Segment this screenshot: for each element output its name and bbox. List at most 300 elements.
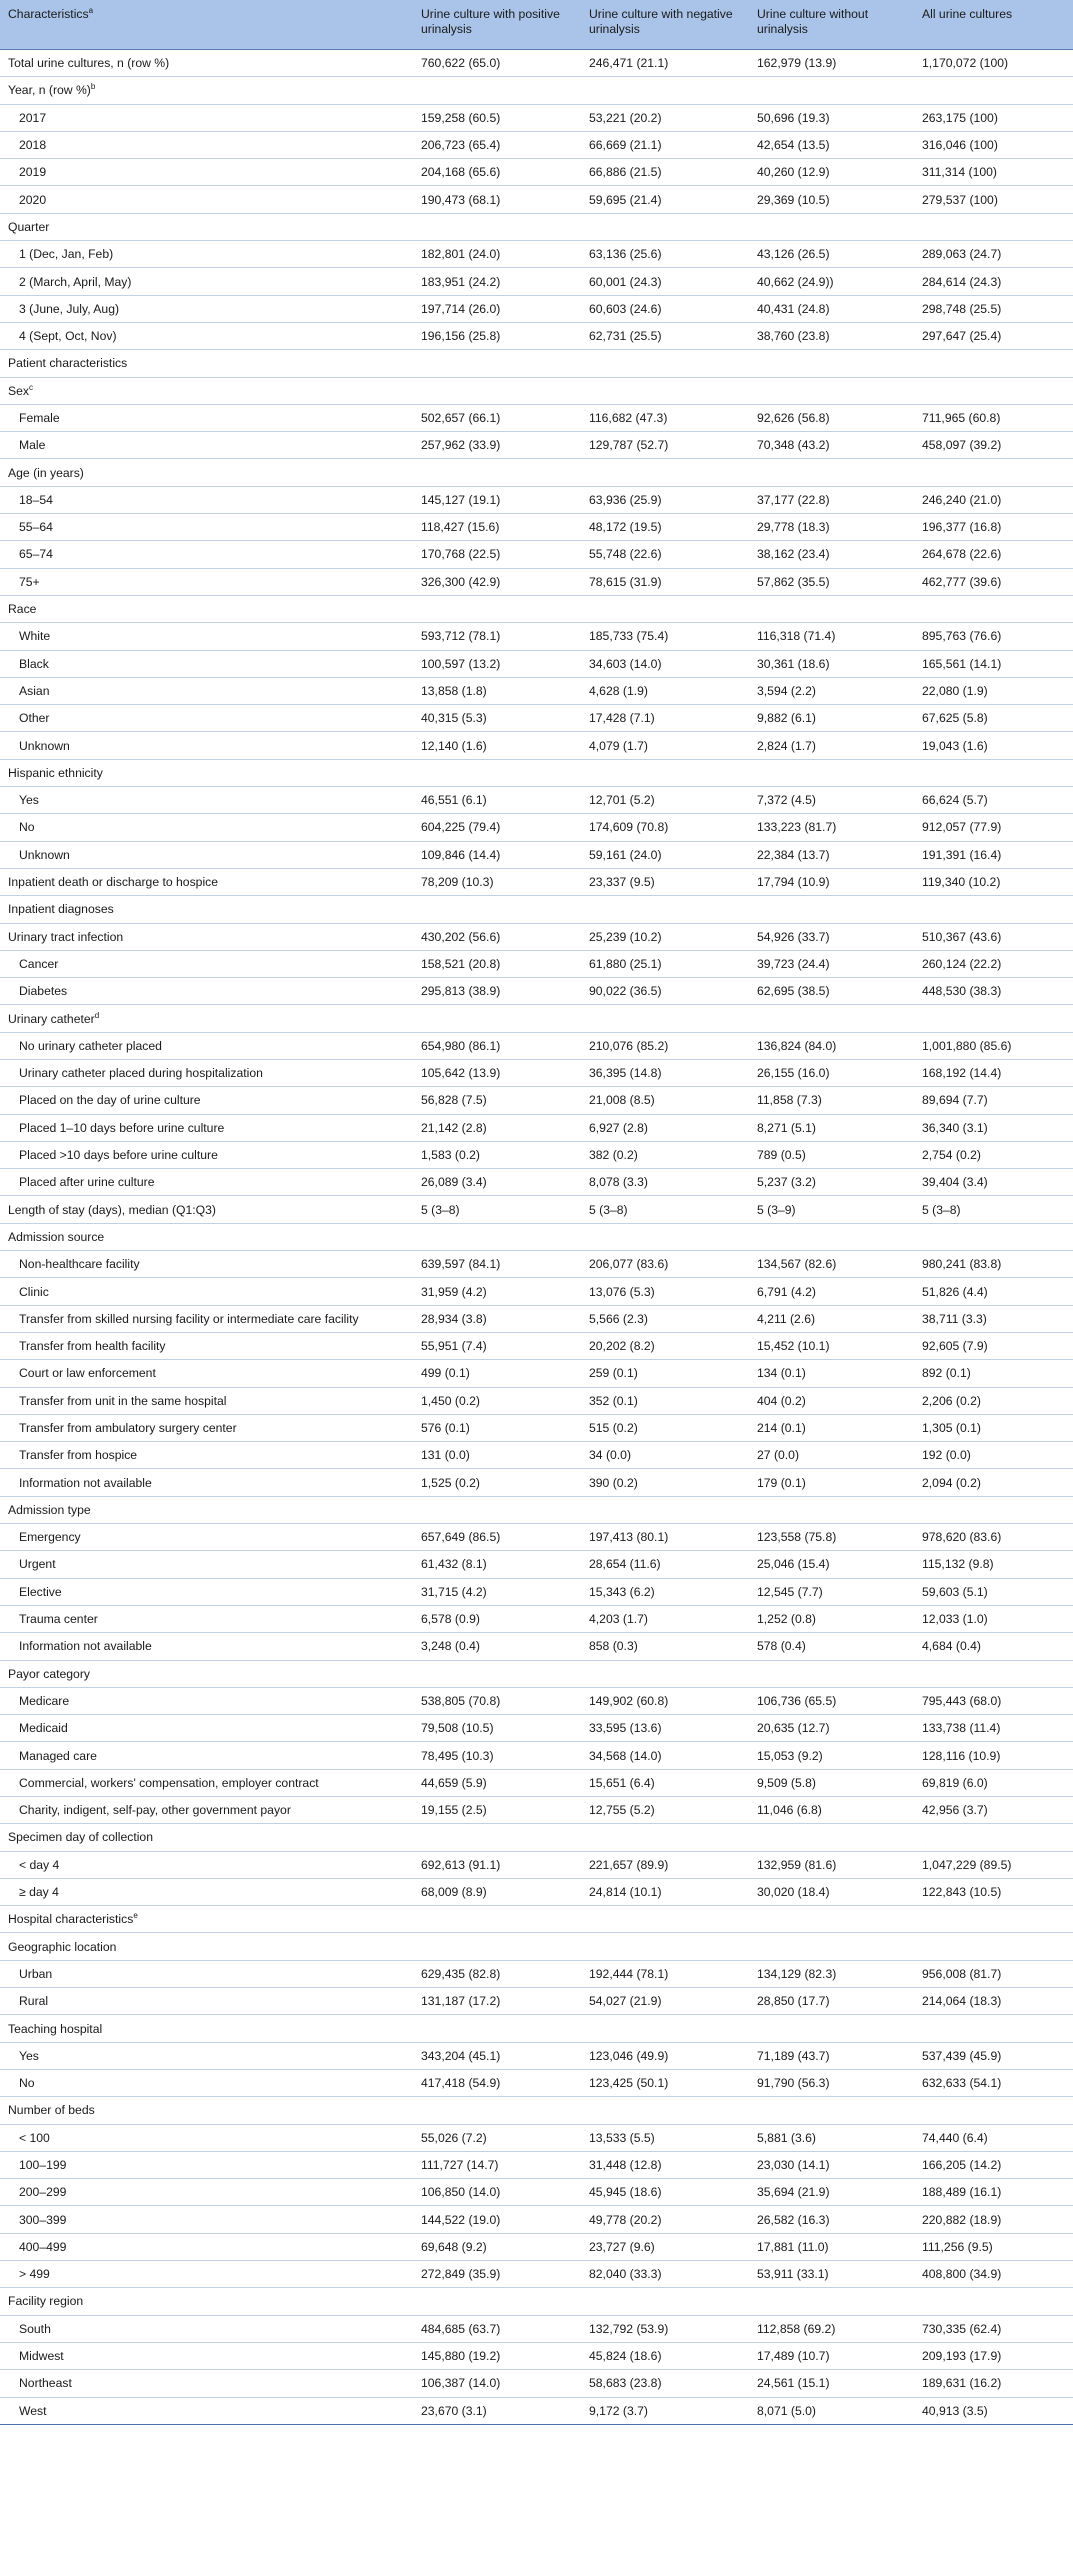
table-row: [0, 650, 1073, 677]
value-positive-urinalysis: 657,649 (86.5): [413, 1524, 581, 1551]
value-positive-urinalysis: 106,387 (14.0): [413, 2370, 581, 2397]
value-without-urinalysis: [749, 350, 914, 377]
value-without-urinalysis: 38,760 (23.8): [749, 322, 914, 349]
value-without-urinalysis: [749, 459, 914, 486]
row-label-text: Transfer from ambulatory surgery center: [19, 1420, 237, 1435]
value-negative-urinalysis: [581, 759, 749, 786]
value-all-urine-cultures: 730,335 (62.4): [914, 2315, 1073, 2342]
row-label: [0, 377, 413, 404]
value-positive-urinalysis: 204,168 (65.6): [413, 159, 581, 186]
value-without-urinalysis: 37,177 (22.8): [749, 486, 914, 513]
row-label: [0, 2179, 413, 2206]
row-label: [0, 2151, 413, 2178]
row-label: [0, 2206, 413, 2233]
value-negative-urinalysis: 221,657 (89.9): [581, 1851, 749, 1878]
value-positive-urinalysis: 639,597 (84.1): [413, 1251, 581, 1278]
value-positive-urinalysis: 105,642 (13.9): [413, 1059, 581, 1086]
value-all-urine-cultures: 298,748 (25.5): [914, 295, 1073, 322]
value-without-urinalysis: 17,489 (10.7): [749, 2342, 914, 2369]
value-all-urine-cultures: 2,206 (0.2): [914, 1387, 1073, 1414]
value-positive-urinalysis: 40,315 (5.3): [413, 705, 581, 732]
value-all-urine-cultures: 189,631 (16.2): [914, 2370, 1073, 2397]
table-row: [0, 1032, 1073, 1059]
header-positive-urinalysis: Urine culture with positive urinalysis: [413, 0, 581, 50]
footnote-marker: c: [29, 382, 34, 392]
row-label: [0, 2397, 413, 2424]
row-label-text: Rural: [19, 1994, 49, 2009]
table-row: [0, 1797, 1073, 1824]
value-negative-urinalysis: 12,701 (5.2): [581, 787, 749, 814]
value-all-urine-cultures: 246,240 (21.0): [914, 486, 1073, 513]
value-positive-urinalysis: 55,026 (7.2): [413, 2124, 581, 2151]
row-label-text: 2018: [19, 138, 47, 153]
row-label: [0, 159, 413, 186]
value-positive-urinalysis: [413, 1824, 581, 1851]
value-all-urine-cultures: 408,800 (34.9): [914, 2261, 1073, 2288]
value-negative-urinalysis: 31,448 (12.8): [581, 2151, 749, 2178]
table-row: [0, 159, 1073, 186]
value-all-urine-cultures: 22,080 (1.9): [914, 677, 1073, 704]
row-label: [0, 104, 413, 131]
table-row: [0, 1414, 1073, 1441]
value-positive-urinalysis: [413, 350, 581, 377]
row-label-text: Information not available: [19, 1475, 152, 1490]
value-all-urine-cultures: 632,633 (54.1): [914, 2069, 1073, 2096]
value-all-urine-cultures: 115,132 (9.8): [914, 1551, 1073, 1578]
value-negative-urinalysis: [581, 377, 749, 404]
table-row: [0, 514, 1073, 541]
value-all-urine-cultures: 2,754 (0.2): [914, 1141, 1073, 1168]
value-all-urine-cultures: 537,439 (45.9): [914, 2042, 1073, 2069]
value-positive-urinalysis: 12,140 (1.6): [413, 732, 581, 759]
row-label: [0, 923, 413, 950]
row-label-text: Sex: [8, 383, 30, 398]
value-negative-urinalysis: 60,001 (24.3): [581, 268, 749, 295]
row-label: [0, 1878, 413, 1905]
value-without-urinalysis: 43,126 (26.5): [749, 241, 914, 268]
value-without-urinalysis: 27 (0.0): [749, 1442, 914, 1469]
row-label: [0, 1141, 413, 1168]
row-label: [0, 1851, 413, 1878]
row-label-text: White: [19, 629, 51, 644]
value-without-urinalysis: 23,030 (14.1): [749, 2151, 914, 2178]
row-label-text: West: [19, 2403, 47, 2418]
value-all-urine-cultures: 166,205 (14.2): [914, 2151, 1073, 2178]
value-without-urinalysis: [749, 1933, 914, 1960]
row-label-text: Unknown: [19, 847, 70, 862]
table-row: [0, 868, 1073, 895]
value-without-urinalysis: 17,881 (11.0): [749, 2233, 914, 2260]
value-all-urine-cultures: 74,440 (6.4): [914, 2124, 1073, 2151]
value-negative-urinalysis: 63,136 (25.6): [581, 241, 749, 268]
table-row: [0, 1005, 1073, 1032]
table-row: [0, 623, 1073, 650]
value-without-urinalysis: 162,979 (13.9): [749, 50, 914, 77]
value-positive-urinalysis: [413, 1660, 581, 1687]
row-label: [0, 404, 413, 431]
row-label-text: 1 (Dec, Jan, Feb): [19, 247, 114, 262]
value-all-urine-cultures: 168,192 (14.4): [914, 1059, 1073, 1086]
value-without-urinalysis: 22,384 (13.7): [749, 841, 914, 868]
value-without-urinalysis: 40,431 (24.8): [749, 295, 914, 322]
value-all-urine-cultures: 42,956 (3.7): [914, 1797, 1073, 1824]
row-label-text: Urban: [19, 1966, 53, 1981]
table-row: [0, 104, 1073, 131]
row-label: [0, 2370, 413, 2397]
value-positive-urinalysis: 13,858 (1.8): [413, 677, 581, 704]
table-row: [0, 841, 1073, 868]
value-all-urine-cultures: [914, 1824, 1073, 1851]
row-label-text: Asian: [19, 683, 50, 698]
value-all-urine-cultures: 36,340 (3.1): [914, 1114, 1073, 1141]
value-without-urinalysis: 20,635 (12.7): [749, 1715, 914, 1742]
value-without-urinalysis: 116,318 (71.4): [749, 623, 914, 650]
value-without-urinalysis: [749, 1660, 914, 1687]
row-label-text: Managed care: [19, 1748, 97, 1763]
row-label-text: Length of stay (days), median (Q1:Q3): [8, 1202, 216, 1217]
value-negative-urinalysis: 116,682 (47.3): [581, 404, 749, 431]
row-label-text: Admission source: [8, 1229, 105, 1244]
row-label-text: 2020: [19, 192, 47, 207]
row-label-text: Hispanic ethnicity: [8, 765, 103, 780]
value-negative-urinalysis: 6,927 (2.8): [581, 1114, 749, 1141]
table-row: [0, 186, 1073, 213]
row-label-text: Year, n (row %): [8, 83, 91, 98]
value-without-urinalysis: 12,545 (7.7): [749, 1578, 914, 1605]
row-label: [0, 1005, 413, 1032]
value-negative-urinalysis: 259 (0.1): [581, 1360, 749, 1387]
table-row: [0, 2069, 1073, 2096]
table-row: [0, 2097, 1073, 2124]
value-negative-urinalysis: [581, 1933, 749, 1960]
value-all-urine-cultures: 895,763 (76.6): [914, 623, 1073, 650]
value-without-urinalysis: 1,252 (0.8): [749, 1605, 914, 1632]
row-label: [0, 650, 413, 677]
value-positive-urinalysis: 28,934 (3.8): [413, 1305, 581, 1332]
row-label-text: Total urine cultures, n (row %): [8, 56, 170, 71]
value-negative-urinalysis: 4,628 (1.9): [581, 677, 749, 704]
row-label-text: 2017: [19, 110, 47, 125]
row-label: [0, 978, 413, 1005]
table-row: [0, 759, 1073, 786]
row-label-text: Patient characteristics: [8, 356, 128, 371]
value-positive-urinalysis: [413, 2288, 581, 2315]
value-without-urinalysis: 50,696 (19.3): [749, 104, 914, 131]
value-without-urinalysis: [749, 1223, 914, 1250]
value-all-urine-cultures: 128,116 (10.9): [914, 1742, 1073, 1769]
row-label: [0, 1906, 413, 1933]
table-row: [0, 2342, 1073, 2369]
row-label-text: 4 (Sept, Oct, Nov): [19, 329, 117, 344]
row-label-text: Inpatient death or discharge to hospice: [8, 875, 219, 890]
value-positive-urinalysis: [413, 1223, 581, 1250]
row-label-text: Commercial, workers' compensation, employer contract: [19, 1775, 319, 1790]
row-label: [0, 1687, 413, 1714]
value-negative-urinalysis: 59,161 (24.0): [581, 841, 749, 868]
row-label: [0, 1742, 413, 1769]
row-label-text: Urinary catheter: [8, 1011, 95, 1026]
row-label: [0, 623, 413, 650]
table-row: [0, 1469, 1073, 1496]
value-without-urinalysis: 25,046 (15.4): [749, 1551, 914, 1578]
table-row: [0, 2015, 1073, 2042]
value-positive-urinalysis: [413, 377, 581, 404]
value-all-urine-cultures: 912,057 (77.9): [914, 814, 1073, 841]
value-positive-urinalysis: 109,846 (14.4): [413, 841, 581, 868]
value-positive-urinalysis: 183,951 (24.2): [413, 268, 581, 295]
value-without-urinalysis: 106,736 (65.5): [749, 1687, 914, 1714]
value-without-urinalysis: 4,211 (2.6): [749, 1305, 914, 1332]
value-all-urine-cultures: 284,614 (24.3): [914, 268, 1073, 295]
value-positive-urinalysis: 1,450 (0.2): [413, 1387, 581, 1414]
value-without-urinalysis: [749, 2288, 914, 2315]
row-label: [0, 1196, 413, 1223]
row-label: [0, 2097, 413, 2124]
table-row: [0, 1442, 1073, 1469]
row-label-text: Male: [19, 438, 46, 453]
row-label-text: Clinic: [19, 1284, 49, 1299]
row-label: [0, 759, 413, 786]
value-all-urine-cultures: 1,001,880 (85.6): [914, 1032, 1073, 1059]
value-negative-urinalysis: 4,203 (1.7): [581, 1605, 749, 1632]
value-negative-urinalysis: [581, 213, 749, 240]
value-all-urine-cultures: 38,711 (3.3): [914, 1305, 1073, 1332]
value-negative-urinalysis: 24,814 (10.1): [581, 1878, 749, 1905]
row-label-text: Age (in years): [8, 465, 84, 480]
value-positive-urinalysis: 3,248 (0.4): [413, 1633, 581, 1660]
row-label: [0, 841, 413, 868]
row-label: [0, 1605, 413, 1632]
row-label-text: No urinary catheter placed: [19, 1038, 162, 1053]
row-label: [0, 1524, 413, 1551]
row-label-text: 75+: [19, 574, 40, 589]
row-label: [0, 268, 413, 295]
value-positive-urinalysis: 131,187 (17.2): [413, 1988, 581, 2015]
table-row: [0, 1988, 1073, 2015]
value-negative-urinalysis: 515 (0.2): [581, 1414, 749, 1441]
value-all-urine-cultures: [914, 759, 1073, 786]
value-without-urinalysis: 179 (0.1): [749, 1469, 914, 1496]
table-row: [0, 1360, 1073, 1387]
value-negative-urinalysis: 13,533 (5.5): [581, 2124, 749, 2151]
row-label: [0, 1223, 413, 1250]
row-label: [0, 1824, 413, 1851]
value-all-urine-cultures: 119,340 (10.2): [914, 868, 1073, 895]
value-all-urine-cultures: [914, 2288, 1073, 2315]
value-negative-urinalysis: 8,078 (3.3): [581, 1169, 749, 1196]
table-row: [0, 1824, 1073, 1851]
value-negative-urinalysis: [581, 2097, 749, 2124]
row-label-text: Charity, indigent, self-pay, other government payor: [19, 1803, 291, 1818]
row-label-text: 18–54: [19, 492, 53, 507]
value-without-urinalysis: 71,189 (43.7): [749, 2042, 914, 2069]
value-positive-urinalysis: 159,258 (60.5): [413, 104, 581, 131]
value-positive-urinalysis: 654,980 (86.1): [413, 1032, 581, 1059]
value-positive-urinalysis: 197,714 (26.0): [413, 295, 581, 322]
table-row: [0, 2233, 1073, 2260]
table-row: [0, 1332, 1073, 1359]
value-all-urine-cultures: 289,063 (24.7): [914, 241, 1073, 268]
row-label: [0, 1032, 413, 1059]
value-negative-urinalysis: 28,654 (11.6): [581, 1551, 749, 1578]
row-label: [0, 186, 413, 213]
value-without-urinalysis: 30,361 (18.6): [749, 650, 914, 677]
value-without-urinalysis: [749, 1824, 914, 1851]
value-all-urine-cultures: 89,694 (7.7): [914, 1087, 1073, 1114]
value-negative-urinalysis: 66,886 (21.5): [581, 159, 749, 186]
table-row: [0, 77, 1073, 104]
value-positive-urinalysis: 31,715 (4.2): [413, 1578, 581, 1605]
value-negative-urinalysis: 66,669 (21.1): [581, 131, 749, 158]
row-label: [0, 2069, 413, 2096]
value-without-urinalysis: 62,695 (38.5): [749, 978, 914, 1005]
value-positive-urinalysis: 502,657 (66.1): [413, 404, 581, 431]
value-without-urinalysis: 404 (0.2): [749, 1387, 914, 1414]
value-positive-urinalysis: [413, 77, 581, 104]
row-label: [0, 950, 413, 977]
row-label-text: 65–74: [19, 547, 53, 562]
row-label: [0, 1251, 413, 1278]
value-positive-urinalysis: 23,670 (3.1): [413, 2397, 581, 2424]
value-without-urinalysis: 123,558 (75.8): [749, 1524, 914, 1551]
value-positive-urinalysis: 257,962 (33.9): [413, 432, 581, 459]
value-positive-urinalysis: 145,127 (19.1): [413, 486, 581, 513]
row-label-text: Transfer from hospice: [19, 1448, 138, 1463]
value-without-urinalysis: 26,155 (16.0): [749, 1059, 914, 1086]
value-negative-urinalysis: 210,076 (85.2): [581, 1032, 749, 1059]
value-negative-urinalysis: 206,077 (83.6): [581, 1251, 749, 1278]
table-row: [0, 2206, 1073, 2233]
value-all-urine-cultures: 69,819 (6.0): [914, 1769, 1073, 1796]
value-without-urinalysis: 53,911 (33.1): [749, 2261, 914, 2288]
value-without-urinalysis: 8,071 (5.0): [749, 2397, 914, 2424]
value-negative-urinalysis: 15,651 (6.4): [581, 1769, 749, 1796]
row-label: [0, 1278, 413, 1305]
value-all-urine-cultures: [914, 1933, 1073, 1960]
table-row: [0, 1769, 1073, 1796]
row-label-text: South: [19, 2321, 51, 2336]
header-characteristics: [0, 0, 413, 50]
value-without-urinalysis: [749, 1005, 914, 1032]
value-negative-urinalysis: 20,202 (8.2): [581, 1332, 749, 1359]
value-without-urinalysis: 136,824 (84.0): [749, 1032, 914, 1059]
value-without-urinalysis: 134 (0.1): [749, 1360, 914, 1387]
table-row: [0, 568, 1073, 595]
value-negative-urinalysis: 23,727 (9.6): [581, 2233, 749, 2260]
value-all-urine-cultures: [914, 459, 1073, 486]
table-body: [0, 50, 1073, 2425]
value-negative-urinalysis: 21,008 (8.5): [581, 1087, 749, 1114]
row-label: [0, 677, 413, 704]
row-label: [0, 2261, 413, 2288]
value-without-urinalysis: 54,926 (33.7): [749, 923, 914, 950]
value-negative-urinalysis: 174,609 (70.8): [581, 814, 749, 841]
table-row: [0, 1278, 1073, 1305]
value-negative-urinalysis: [581, 1824, 749, 1851]
table-row: [0, 131, 1073, 158]
row-label: [0, 1797, 413, 1824]
row-label-text: Quarter: [8, 219, 50, 234]
row-label: [0, 732, 413, 759]
value-positive-urinalysis: 100,597 (13.2): [413, 650, 581, 677]
value-negative-urinalysis: [581, 2015, 749, 2042]
value-positive-urinalysis: 31,959 (4.2): [413, 1278, 581, 1305]
table-row: [0, 1524, 1073, 1551]
value-negative-urinalysis: 12,755 (5.2): [581, 1797, 749, 1824]
value-without-urinalysis: 9,509 (5.8): [749, 1769, 914, 1796]
row-label: [0, 1769, 413, 1796]
row-label-text: 300–399: [19, 2212, 67, 2227]
row-label: [0, 2233, 413, 2260]
table-row: [0, 1251, 1073, 1278]
value-positive-urinalysis: [413, 896, 581, 923]
value-without-urinalysis: 15,452 (10.1): [749, 1332, 914, 1359]
value-negative-urinalysis: [581, 1906, 749, 1933]
table-row: [0, 404, 1073, 431]
value-positive-urinalysis: 206,723 (65.4): [413, 131, 581, 158]
row-label: [0, 241, 413, 268]
row-label: [0, 1715, 413, 1742]
value-without-urinalysis: 70,348 (43.2): [749, 432, 914, 459]
value-without-urinalysis: 134,567 (82.6): [749, 1251, 914, 1278]
value-negative-urinalysis: 390 (0.2): [581, 1469, 749, 1496]
value-all-urine-cultures: 191,391 (16.4): [914, 841, 1073, 868]
table-row: [0, 2315, 1073, 2342]
value-positive-urinalysis: 79,508 (10.5): [413, 1715, 581, 1742]
value-positive-urinalysis: 499 (0.1): [413, 1360, 581, 1387]
row-label-text: Placed after urine culture: [19, 1175, 155, 1190]
value-positive-urinalysis: 131 (0.0): [413, 1442, 581, 1469]
value-positive-urinalysis: 182,801 (24.0): [413, 241, 581, 268]
value-without-urinalysis: 3,594 (2.2): [749, 677, 914, 704]
value-without-urinalysis: 29,778 (18.3): [749, 514, 914, 541]
value-all-urine-cultures: 209,193 (17.9): [914, 2342, 1073, 2369]
row-label: [0, 705, 413, 732]
value-negative-urinalysis: 17,428 (7.1): [581, 705, 749, 732]
row-label-text: Midwest: [19, 2349, 64, 2364]
value-negative-urinalysis: 45,945 (18.6): [581, 2179, 749, 2206]
value-positive-urinalysis: 144,522 (19.0): [413, 2206, 581, 2233]
table-row: [0, 978, 1073, 1005]
value-positive-urinalysis: 576 (0.1): [413, 1414, 581, 1441]
table-row: [0, 1687, 1073, 1714]
value-positive-urinalysis: 21,142 (2.8): [413, 1114, 581, 1141]
row-label: [0, 868, 413, 895]
value-without-urinalysis: [749, 1496, 914, 1523]
value-all-urine-cultures: [914, 1906, 1073, 1933]
value-positive-urinalysis: 106,850 (14.0): [413, 2179, 581, 2206]
footnote-marker: e: [133, 1911, 138, 1921]
table-row: [0, 1223, 1073, 1250]
value-positive-urinalysis: [413, 2097, 581, 2124]
row-label-text: Placed >10 days before urine culture: [19, 1148, 218, 1163]
row-label-text: Hospital characteristics: [8, 1912, 134, 1927]
row-label: [0, 568, 413, 595]
value-all-urine-cultures: 67,625 (5.8): [914, 705, 1073, 732]
row-label: [0, 1442, 413, 1469]
value-negative-urinalysis: 34,603 (14.0): [581, 650, 749, 677]
value-without-urinalysis: [749, 1906, 914, 1933]
value-positive-urinalysis: 692,613 (91.1): [413, 1851, 581, 1878]
value-negative-urinalysis: 78,615 (31.9): [581, 568, 749, 595]
row-label-text: Inpatient diagnoses: [8, 902, 114, 917]
value-without-urinalysis: 5 (3–9): [749, 1196, 914, 1223]
row-label-text: Geographic location: [8, 1939, 117, 1954]
value-all-urine-cultures: [914, 1223, 1073, 1250]
value-positive-urinalysis: 44,659 (5.9): [413, 1769, 581, 1796]
row-label-text: Teaching hospital: [8, 2021, 103, 2036]
value-positive-urinalysis: 170,768 (22.5): [413, 541, 581, 568]
